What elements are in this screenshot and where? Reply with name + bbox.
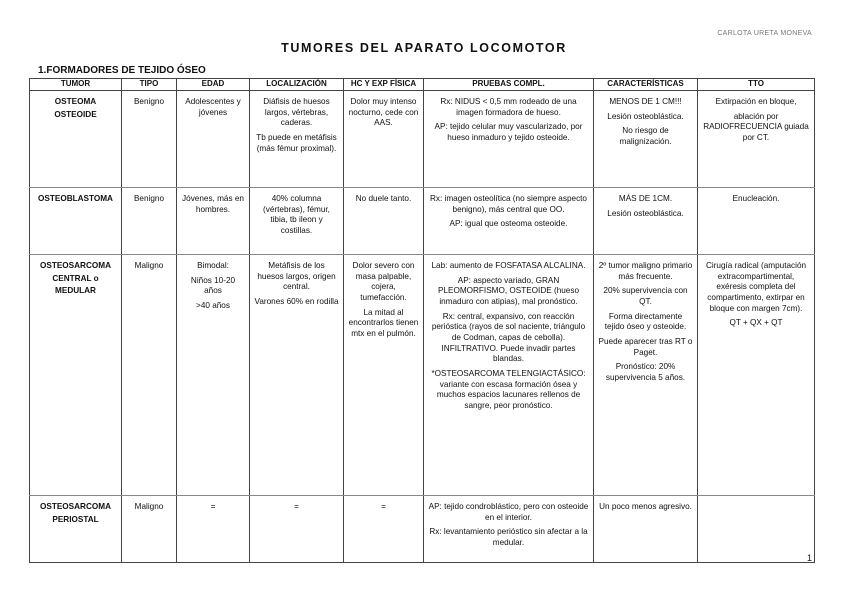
tumor-table — [29, 78, 815, 563]
cell-text: OSTEOBLASTOMA — [38, 194, 113, 203]
cell-text: 40% columna (vértebras), fémur, tibia, tb ileon y costillas. — [263, 194, 330, 235]
table-row — [30, 255, 815, 496]
cell-hc — [344, 255, 424, 496]
cell-edad — [177, 91, 250, 188]
cell-text: 2º tumor maligno primario más frecuente. — [598, 261, 693, 281]
cell-text: Extirpación en bloque, — [715, 97, 797, 106]
cell-text: MENOS DE 1 CM!!! — [609, 97, 682, 106]
cell-text: Lesión osteoblástica. — [607, 111, 684, 121]
section-heading: 1.FORMADORES DE TEJIDO ÓSEO — [38, 65, 206, 76]
cell-text: Diáfisis de huesos largos, vértebras, caderas. — [263, 97, 330, 128]
cell-text: Un poco menos agresivo. — [599, 502, 692, 511]
cell-tto — [698, 188, 815, 255]
cell-tto — [698, 496, 815, 563]
cell-text: = — [381, 502, 386, 511]
cell-tumor — [30, 188, 122, 255]
column-header-hc: HC Y EXP FÍSICA — [344, 79, 424, 91]
table-row — [30, 188, 815, 255]
cell-text: AP: aspecto variado, GRAN PLEOMORFISMO, OSTEOIDE (hueso inmaduro con atipias), mal pronóstico. — [437, 275, 580, 306]
cell-text: Varones 60% en rodilla — [254, 296, 339, 306]
table-row — [30, 91, 815, 188]
cell-text: Jóvenes, más en hombres. — [182, 194, 244, 214]
column-header-pruebas: PRUEBAS COMPL. — [424, 79, 594, 91]
cell-text: AP: igual que osteoma osteoide. — [449, 219, 568, 229]
cell-text: OSTEOSARCOMA — [40, 502, 111, 511]
cell-text: Rx: central, expansivo, con reacción perióstica (rayos de sol naciente, triángulo de Codman, capas de cebolla). INFILTRATIVO. Puede invadir partes blandas. — [431, 311, 586, 364]
cell-caracteristicas — [594, 91, 698, 188]
cell-edad — [177, 188, 250, 255]
cell-hc — [344, 91, 424, 188]
cell-pruebas — [424, 496, 594, 563]
cell-text: Tb puede en metáfisis (más fémur proximal). — [256, 132, 337, 153]
cell-text: = — [294, 502, 299, 511]
cell-text: Bimodal: — [197, 261, 229, 270]
author-name: CARLOTA URETA MONEVA — [717, 30, 812, 37]
column-header-caracteristicas: CARACTERÍSTICAS — [594, 79, 698, 91]
cell-text: Dolor muy intenso nocturno, cede con AAS. — [348, 97, 419, 128]
cell-text: Benigno — [133, 97, 165, 106]
cell-text: Enucleación. — [732, 194, 780, 203]
cell-tipo — [122, 496, 177, 563]
cell-text: AP: tejido condroblástico, pero con osteoide en el interior. — [428, 502, 589, 522]
cell-caracteristicas — [594, 255, 698, 496]
cell-text: Maligno — [134, 261, 164, 270]
cell-text: CENTRAL o — [52, 273, 99, 283]
cell-text: PERIOSTAL — [52, 514, 99, 524]
cell-text: Rx: levantamiento perióstico sin afectar a la medular. — [429, 527, 588, 547]
cell-text: La mitad al encontrarlos tienen mtx en el pulmón. — [348, 307, 419, 338]
cell-caracteristicas — [594, 188, 698, 255]
cell-text: Cirugía radical (amputación extracompartimental, exéresis completa del compartimento, extirpar en bloque con margen 7cm). — [705, 261, 807, 313]
cell-text: 20% supervivencia con QT. — [603, 286, 688, 306]
cell-text: Puede aparecer tras RT o Paget. — [598, 336, 693, 357]
cell-text: Pronóstico: 20% supervivencia 5 años. — [605, 362, 686, 382]
cell-text: No riesgo de malignización. — [619, 126, 672, 146]
cell-text: Maligno — [134, 502, 164, 511]
cell-text: Forma directamente tejido óseo y osteoide. — [604, 311, 687, 332]
cell-hc — [344, 496, 424, 563]
cell-hc — [344, 188, 424, 255]
cell-edad — [177, 255, 250, 496]
cell-text: Rx: imagen osteolítica (no siempre aspecto benigno), más central que OO. — [429, 194, 587, 214]
cell-pruebas — [424, 91, 594, 188]
cell-text: = — [210, 502, 216, 511]
table-row — [30, 496, 815, 563]
cell-text: OSTEOMA — [54, 97, 97, 106]
cell-localizacion — [250, 255, 344, 496]
table-header-row — [30, 79, 815, 91]
cell-text: QT + QX + QT — [729, 318, 783, 328]
cell-pruebas — [424, 255, 594, 496]
cell-text: Benigno — [133, 194, 165, 203]
column-header-edad: EDAD — [177, 79, 250, 91]
cell-localizacion — [250, 91, 344, 188]
cell-tto — [698, 255, 815, 496]
column-header-tumor: TUMOR — [30, 79, 122, 91]
cell-tto — [698, 91, 815, 188]
column-header-localizacion: LOCALIZACIÓN — [250, 79, 344, 91]
cell-localizacion — [250, 188, 344, 255]
cell-text: *OSTEOSARCOMA TELENGIACTÁSICO: variante con escasa formación ósea y muchos espacios lacunares rellenos de sangre, peor pronóstico. — [431, 368, 586, 410]
cell-text: MEDULAR — [55, 286, 96, 296]
cell-text: MÁS DE 1CM. — [618, 194, 673, 203]
cell-tipo — [122, 255, 177, 496]
column-header-tto: TTO — [698, 79, 815, 91]
cell-caracteristicas — [594, 496, 698, 563]
cell-text: OSTEOSARCOMA — [40, 261, 111, 270]
cell-tipo — [122, 188, 177, 255]
cell-tipo — [122, 91, 177, 188]
cell-text: Niños 10-20 años — [190, 275, 236, 296]
cell-text: ablación por RADIOFRECUENCIA guiada por CT. — [703, 111, 809, 142]
cell-edad — [177, 496, 250, 563]
cell-text: Adolescentes y jóvenes — [185, 97, 241, 117]
cell-text: OSTEOIDE — [54, 109, 97, 119]
cell-tumor — [30, 496, 122, 563]
page-number: 1 — [806, 553, 812, 563]
cell-text: AP: tejido celular muy vascularizado, por hueso inmaduro y tejido osteoide. — [434, 122, 583, 142]
cell-text: Rx: NIDUS < 0,5 mm rodeado de una imagen formadora de hueso. — [440, 97, 577, 117]
cell-tumor — [30, 255, 122, 496]
cell-text: Metáfisis de los huesos largos, origen central. — [257, 261, 336, 292]
column-header-tipo: TIPO — [122, 79, 177, 91]
cell-text: No duele tanto. — [355, 194, 412, 203]
cell-text: Dolor severo con masa palpable, cojera, tumefacción. — [352, 261, 415, 302]
cell-localizacion — [250, 496, 344, 563]
cell-tumor — [30, 91, 122, 188]
page-title: TUMORES DEL APARATO LOCOMOTOR — [281, 41, 567, 55]
cell-text: Lesión osteoblástica. — [607, 208, 684, 218]
cell-text: Lab: aumento de FOSFATASA ALCALINA. — [431, 261, 586, 270]
cell-pruebas — [424, 188, 594, 255]
cell-text: >40 años — [196, 300, 230, 310]
